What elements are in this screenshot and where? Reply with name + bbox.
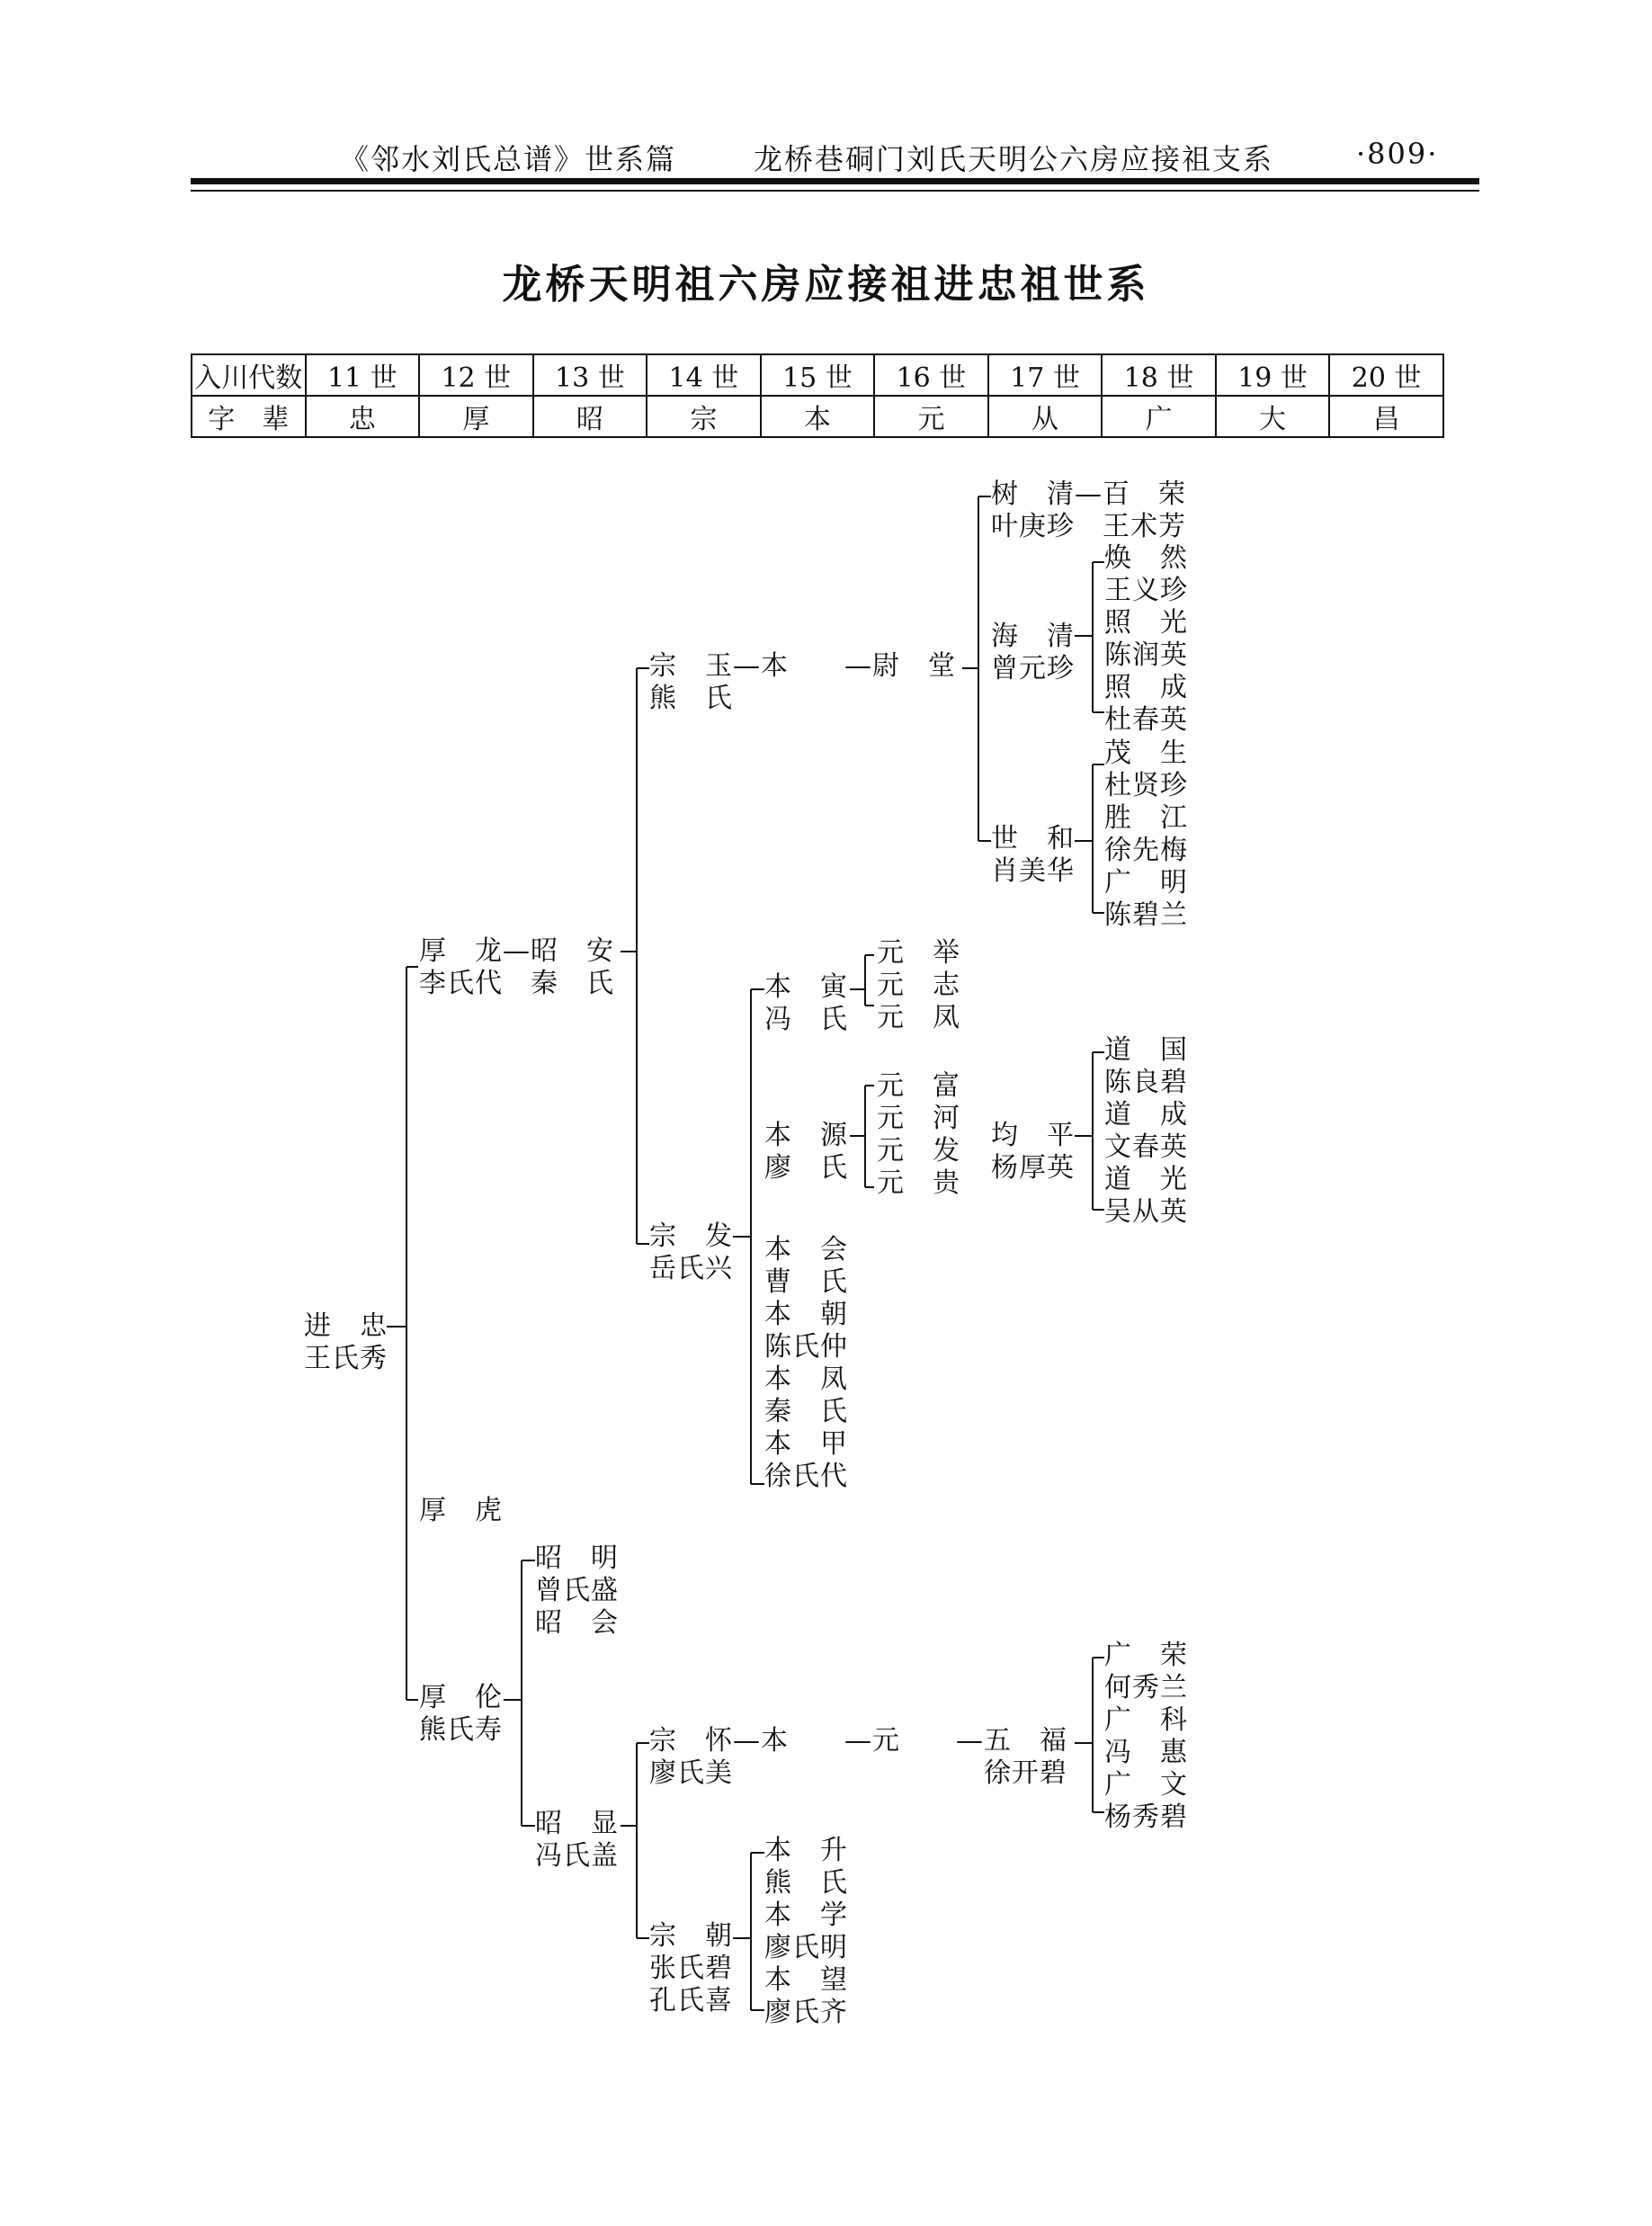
person-name-line: 树 清—百 荣 xyxy=(991,478,1186,510)
character-cell: 厚 xyxy=(419,396,533,437)
character-cell: 昌 xyxy=(1329,396,1443,437)
character-cell: 宗 xyxy=(647,396,761,437)
person-benyuan xyxy=(764,1120,848,1185)
person-shuqing xyxy=(991,478,1186,543)
person-benyin xyxy=(764,971,848,1036)
list-item: 陈良碧 xyxy=(1104,1067,1188,1098)
person-junping xyxy=(991,1120,1075,1185)
person-jinzhong xyxy=(304,1310,388,1375)
generation-cell: 11 世 xyxy=(306,354,420,396)
person-name-line: 进 忠 xyxy=(304,1310,388,1342)
person-spouse-line: 叶庚珍 王术芳 xyxy=(991,511,1186,542)
person-zhaoxian xyxy=(535,1808,619,1873)
person-name-line: 厚 虎 xyxy=(419,1495,503,1526)
person-zhaoming xyxy=(535,1542,619,1640)
list-item: 广 荣 xyxy=(1104,1640,1188,1671)
person-name-line: 均 平 xyxy=(991,1120,1075,1151)
person-spouse-line: 孔氏喜 xyxy=(649,1985,733,2016)
list-item: 元 河 xyxy=(877,1103,960,1134)
list-item: 照 成 xyxy=(1104,672,1188,703)
zongfa-children xyxy=(764,1234,848,1493)
character-cell: 从 xyxy=(988,396,1103,437)
person-name-line: 厚 伦 xyxy=(419,1682,503,1713)
person-zongfa xyxy=(649,1220,733,1285)
person-houlun xyxy=(419,1682,503,1747)
person-spouse-line: 廖氏美 徐开碧 xyxy=(649,1757,1067,1789)
person-spouse-line: 冯氏盖 xyxy=(535,1840,619,1872)
person-name-line: 宗 朝 xyxy=(649,1920,733,1952)
generation-cell: 17 世 xyxy=(988,354,1103,396)
haiqing-children xyxy=(1104,542,1188,737)
list-item: 广 文 xyxy=(1104,1769,1188,1801)
list-item: 本 会 xyxy=(764,1234,848,1265)
list-item: 道 光 xyxy=(1104,1164,1188,1195)
list-item: 廖氏明 xyxy=(764,1932,848,1963)
list-item: 本 凤 xyxy=(764,1363,848,1395)
character-cell: 大 xyxy=(1216,396,1330,437)
person-spouse-line: 曾氏盛 xyxy=(535,1575,619,1606)
header-book-title: 《邻水刘氏总谱》世系篇 xyxy=(340,142,677,176)
list-item: 曹 氏 xyxy=(764,1266,848,1298)
list-item: 廖氏齐 xyxy=(764,1997,848,2028)
generation-cell: 20 世 xyxy=(1329,354,1443,396)
list-item: 元 凤 xyxy=(877,1002,960,1033)
generation-cell: 19 世 xyxy=(1216,354,1330,396)
list-item: 道 国 xyxy=(1104,1034,1188,1066)
list-item: 本 升 xyxy=(764,1835,848,1866)
character-row-label: 字 辈 xyxy=(192,396,306,437)
list-item: 王义珍 xyxy=(1104,575,1188,606)
shihe-children xyxy=(1104,738,1188,932)
person-name-line: 本 寅 xyxy=(764,971,848,1003)
generation-cell: 16 世 xyxy=(874,354,988,396)
list-item: 焕 然 xyxy=(1104,542,1188,574)
person-spouse-line: 岳氏兴 xyxy=(649,1253,733,1284)
header-section-title: 龙桥巷硐门刘氏天明公六房应接祖支系 xyxy=(754,142,1274,176)
person-name-line: 宗 玉—本 —尉 堂 xyxy=(649,650,956,682)
person-name-line: 世 和 xyxy=(991,823,1075,854)
person-spouse-line: 廖 氏 xyxy=(764,1152,848,1184)
person-spouse-line: 李氏代 秦 氏 xyxy=(419,968,614,999)
person-zongchao xyxy=(649,1920,733,2017)
page-title: 龙桥天明祖六房应接祖进忠祖世系 xyxy=(502,262,1150,308)
list-item: 元 发 xyxy=(877,1135,960,1167)
list-item: 元 贵 xyxy=(877,1167,960,1199)
list-item: 秦 氏 xyxy=(764,1396,848,1427)
character-cell: 元 xyxy=(874,396,988,437)
character-cell: 忠 xyxy=(306,396,420,437)
list-item: 元 举 xyxy=(877,937,960,969)
list-item: 元 志 xyxy=(877,970,960,1001)
character-cell: 本 xyxy=(761,396,875,437)
generation-cell: 13 世 xyxy=(533,354,647,396)
generation-row-label: 入川代数 xyxy=(192,354,306,396)
generation-cell: 15 世 xyxy=(761,354,875,396)
person-houlong xyxy=(419,935,614,1000)
wufu-children xyxy=(1104,1640,1188,1834)
list-item: 熊 氏 xyxy=(764,1867,848,1899)
person-name-line: 昭 显 xyxy=(535,1808,619,1839)
list-item: 杜贤珍 xyxy=(1104,770,1188,801)
list-item: 文春英 xyxy=(1104,1131,1188,1163)
list-item: 杜春英 xyxy=(1104,704,1188,736)
list-item: 冯 惠 xyxy=(1104,1737,1188,1768)
list-item: 陈润英 xyxy=(1104,639,1188,671)
list-item: 茂 生 xyxy=(1104,738,1188,769)
character-cell: 昭 xyxy=(533,396,647,437)
generation-cell: 18 世 xyxy=(1102,354,1216,396)
person-shihe xyxy=(991,823,1075,888)
list-item: 广 科 xyxy=(1104,1704,1188,1736)
person-houhu xyxy=(419,1495,503,1527)
list-item: 吴从英 xyxy=(1104,1196,1188,1228)
person-name-line: 宗 发 xyxy=(649,1220,733,1252)
list-item: 广 明 xyxy=(1104,867,1188,898)
list-item: 元 富 xyxy=(877,1070,960,1102)
list-item: 陈氏仲 xyxy=(764,1331,848,1363)
list-item: 本 甲 xyxy=(764,1428,848,1460)
benyin-children xyxy=(877,937,960,1034)
generation-cell: 14 世 xyxy=(647,354,761,396)
person-spouse-line: 冯 氏 xyxy=(764,1004,848,1035)
zongchao-children xyxy=(764,1835,848,2029)
generation-cell: 12 世 xyxy=(419,354,533,396)
list-item: 胜 江 xyxy=(1104,802,1188,834)
list-item: 照 光 xyxy=(1104,607,1188,639)
person-spouse-line: 张氏碧 xyxy=(649,1953,733,1984)
person-name-line: 厚 龙—昭 安 xyxy=(419,935,614,967)
person-name-line: 海 清 xyxy=(991,621,1075,652)
person-zongyu xyxy=(649,650,956,715)
person-name-line: 昭 会 xyxy=(535,1607,619,1639)
person-spouse-line: 熊氏寿 xyxy=(419,1714,503,1746)
list-item: 陈碧兰 xyxy=(1104,899,1188,931)
person-name-line: 昭 明 xyxy=(535,1542,619,1574)
list-item: 道 成 xyxy=(1104,1099,1188,1131)
person-name-line: 本 源 xyxy=(764,1120,848,1151)
person-spouse-line: 杨厚英 xyxy=(991,1152,1075,1184)
junping-children xyxy=(1104,1034,1188,1229)
list-item: 本 学 xyxy=(764,1900,848,1931)
list-item: 徐氏代 xyxy=(764,1461,848,1492)
person-spouse-line: 曾元珍 xyxy=(991,653,1075,684)
list-item: 本 望 xyxy=(764,1964,848,1996)
person-spouse-line: 肖美华 xyxy=(991,855,1075,887)
benyuan-children xyxy=(877,1070,960,1200)
page-number: ·809· xyxy=(1356,137,1439,171)
person-name-line: 宗 怀—本 —元 —五 福 xyxy=(649,1725,1067,1757)
list-item: 本 朝 xyxy=(764,1299,848,1330)
person-haiqing xyxy=(991,621,1075,685)
list-item: 杨秀碧 xyxy=(1104,1801,1188,1833)
person-spouse-line: 熊 氏 xyxy=(649,683,733,714)
person-zonghuai xyxy=(649,1725,1067,1790)
character-cell: 广 xyxy=(1102,396,1216,437)
list-item: 何秀兰 xyxy=(1104,1672,1188,1703)
list-item: 徐先梅 xyxy=(1104,835,1188,866)
person-spouse-line: 王氏秀 xyxy=(304,1343,388,1374)
